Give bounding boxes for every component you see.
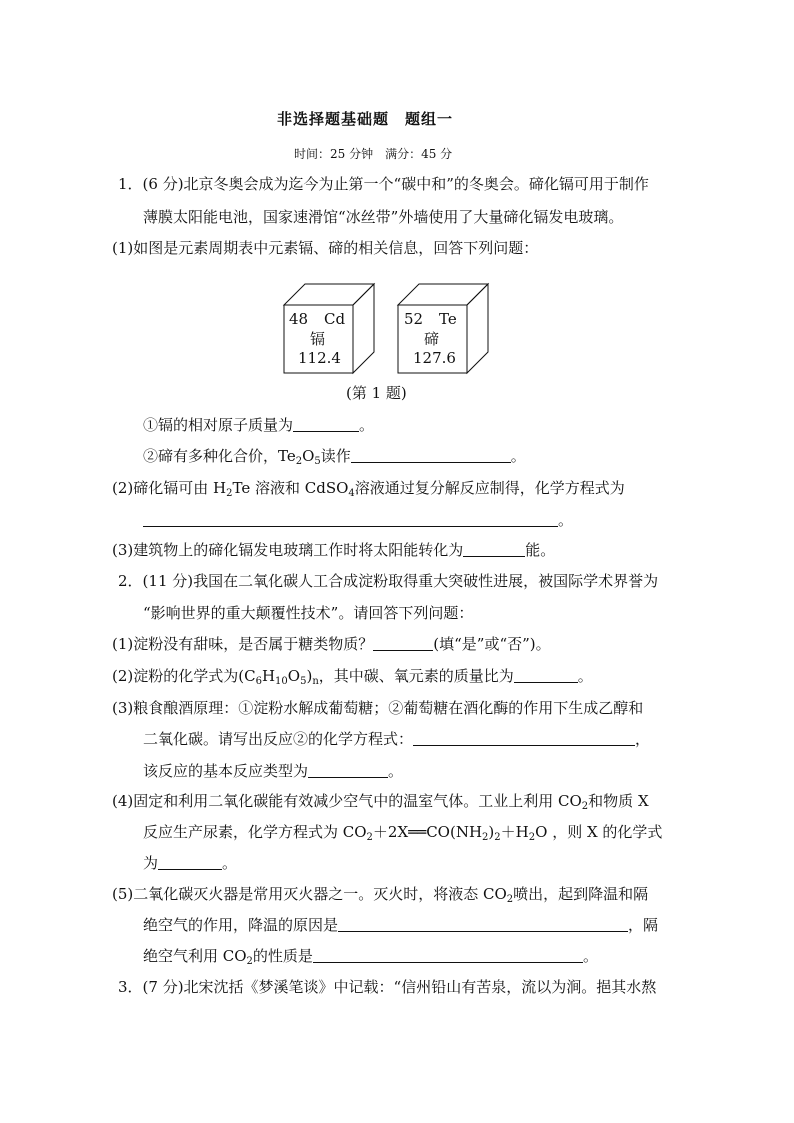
q2-stem-line2: “影响世界的重大颠覆性技术”。请回答下列问题： [143, 604, 474, 622]
q2-part3-line3: 该反应的基本反应类型为 。 [143, 762, 404, 780]
time-score-info: 时间：25 分钟 满分：45 分 [294, 147, 453, 161]
answer-blank[interactable] [463, 542, 525, 557]
answer-blank[interactable] [413, 731, 635, 746]
q2-part1: (1)淀粉没有甜味，是否属于糖类物质？ (填“是”或“否”)。 [112, 635, 551, 653]
q3-stem-line1: 3．(7 分)北宋沈括《梦溪笔谈》中记载：“信州铅山有苦泉，流以为涧。挹其水熬 [118, 978, 657, 996]
q1-part2-answer: 。 [143, 510, 573, 530]
q1-stem-line1: 1．(6 分)北京冬奥会成为迄今为止第一个“碳中和”的冬奥会。碲化镉可用于制作 [118, 175, 649, 193]
q2-stem-line1: 2．(11 分)我国在二氧化碳人工合成淀粉取得重大突破性进展，被国际学术界誉为 [118, 572, 659, 590]
q2-part4-line2: 反应生产尿素，化学方程式为 $CO_2+2X══CO(NH_2)_2+H_2O$ ，则 X 的化学式 [143, 823, 663, 843]
q2-part4-line3: 为 。 [143, 854, 238, 872]
answer-blank[interactable] [514, 668, 578, 683]
te-atomic-number: 52 [404, 310, 424, 328]
answer-blank[interactable] [373, 636, 433, 651]
cd-atomic-number: 48 [289, 310, 309, 328]
page-title: 非选择题基础题 题组一 [277, 110, 454, 128]
answer-blank[interactable] [158, 855, 222, 870]
answer-blank[interactable] [293, 417, 359, 432]
answer-blank[interactable] [308, 763, 388, 778]
cd-atomic-mass: 112.4 [298, 349, 341, 367]
te-name: 碲 [424, 330, 440, 348]
q2-part5-line1: (5)二氧化碳灭火器是常用灭火器之一。灭火时，将液态 $CO_2$喷出，起到降温和隔 [112, 885, 649, 905]
answer-blank[interactable] [313, 948, 583, 963]
q2-part5-line2: 绝空气的作用，降温的原因是 ，隔 [143, 916, 659, 934]
q2-part3-line2: 二氧化碳。请写出反应②的化学方程式： ， [143, 730, 651, 748]
q1-part2: (2)碲化镉可由 $H_2Te$ 溶液和 CdSO$_4$溶液通过复分解反应制得，化学方程式为 [112, 479, 625, 499]
answer-blank[interactable] [351, 448, 511, 463]
cd-name: 镉 [310, 330, 326, 348]
q1-part1: (1)如图是元素周期表中元素镉、碲的相关信息，回答下列问题： [112, 239, 539, 257]
cd-symbol: Cd [324, 310, 346, 328]
q1-sub1: ①镉的相对原子质量为 。 [143, 416, 375, 434]
te-symbol: Te [439, 310, 457, 328]
figure-caption: (第 1 题) [346, 384, 407, 402]
te-atomic-mass: 127.6 [413, 349, 456, 367]
q1-part3: (3)建筑物上的碲化镉发电玻璃工作时将太阳能转化为 能。 [112, 541, 556, 559]
q2-part5-line3: 绝空气利用 $CO_2$的性质是 。 [143, 947, 598, 967]
q1-sub2: ②碲有多种化合价，$Te_2O_5$读作 。 [143, 447, 526, 467]
q2-part2: (2)淀粉的化学式为$(C_6H_{10}O_5)_n$，其中碳、氧元素的质量比为 。 [112, 667, 593, 687]
q2-part4-line1: (4)固定和利用二氧化碳能有效减少空气中的温室气体。工业上利用 $CO_2$和物质 X [112, 792, 649, 812]
answer-blank[interactable] [143, 512, 558, 527]
answer-blank[interactable] [338, 917, 628, 932]
q1-stem-line2: 薄膜太阳能电池，国家速滑馆“冰丝带”外墙使用了大量碲化镉发电玻璃。 [143, 208, 624, 226]
q2-part3-line1: (3)粮食酿酒原理：①淀粉水解成葡萄糖；②葡萄糖在酒化酶的作用下生成乙醇和 [112, 699, 644, 717]
